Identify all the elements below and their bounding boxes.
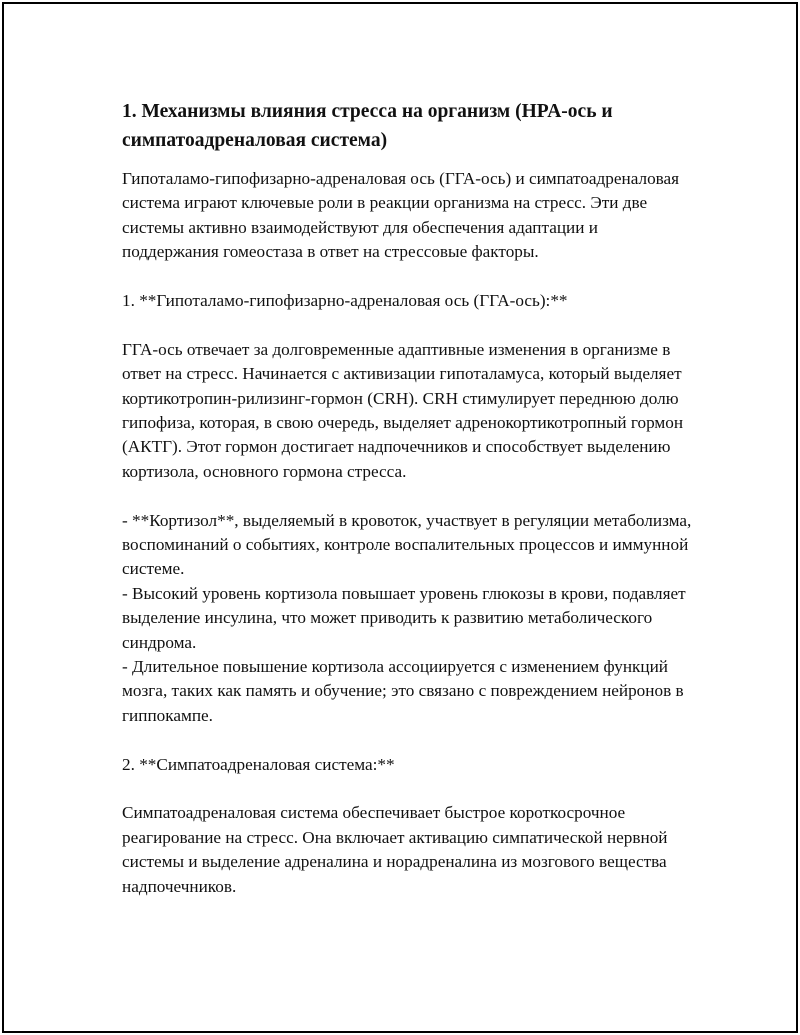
intro-paragraph: Гипоталамо-гипофизарно-адреналовая ось (ГГА-ось) и симпатоадреналовая система играют ключевые роли в реакции организма на стресс. Эти две системы активно взаимодействуют для обеспечения адаптации и поддержания гомеостаза в ответ на стрессовые факторы. <box>122 169 680 262</box>
hpa-axis-paragraph: ГГА-ось отвечает за долговременные адаптивные изменения в организме в ответ на стресс. Начинается с активизации гипоталамуса, который выделяет кортикотропин-рилизинг-гормон (CRH). CRH стимулирует переднюю долю гипофиза, которая, в свою очередь, выделяет адренокортикотропный гормон (АКТГ). Этот гормон достигает надпочечников и способствует выделению кортизола, основного гормона стресса. <box>122 339 684 481</box>
bullet-brain: - Длительное повышение кортизола ассоциируется с изменением функций мозга, таких как память и обучение; это связано с повреждением нейронов в гиппокампе. <box>122 657 684 725</box>
paragraph-spacer <box>122 313 692 337</box>
sympathoadrenal-paragraph: Симпатоадреналовая система обеспечивает быстрое короткосрочное реагирование на стресс. Она включает активацию симпатической нервной системы и выделение адреналина и норадреналина из мозгового вещества надпочечников. <box>122 803 668 896</box>
paragraph-spacer <box>122 484 692 508</box>
subheading-hpa-axis: 1. **Гипоталамо-гипофизарно-адреналовая ось (ГГА-ось):** <box>122 291 568 311</box>
paragraph-spacer <box>122 728 692 752</box>
paragraph-spacer <box>122 777 692 801</box>
document-body <box>122 97 692 899</box>
document-page <box>2 2 798 1033</box>
subheading-sympathoadrenal: 2. **Симпатоадреналовая система:** <box>122 754 395 774</box>
bullet-glucose: - Высокий уровень кортизола повышает уровень глюкозы в крови, подавляет выделение инсулина, что может приводить к развитию метаболического синдрома. <box>122 583 686 652</box>
section-title: 1. Механизмы влияния стресса на организм (HPA-ось и симпатоадреналовая система) <box>122 101 613 151</box>
paragraph-spacer <box>122 265 692 289</box>
bullet-cortisol: - **Кортизол**, выделяемый в кровоток, участвует в регуляции метаболизма, воспоминаний о событиях, контроле воспалительных процессов и иммунной системе. <box>122 510 692 579</box>
